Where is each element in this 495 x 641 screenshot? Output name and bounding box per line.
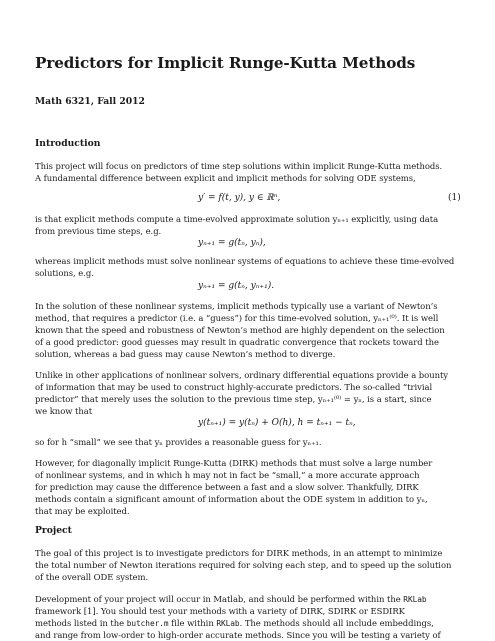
paragraph-line: from previous time steps, e.g. (35, 226, 162, 236)
paragraph-line: framework [1]. You should test your methods with a variety of DIRK, SDIRK or ESDIRK (35, 606, 405, 616)
code-rklab: RKLab (403, 595, 427, 604)
paragraph-line: of information that may be used to construct highly-accurate predictors. The so-called “trivial (35, 382, 433, 392)
equation-number: (1) (448, 193, 461, 203)
equation-1: y′ = f(t, y), y ∈ ℝⁿ, (198, 193, 281, 203)
paragraph-line: for prediction may cause the difference between a fast and a slow solver. Thankfully, DIRK (35, 482, 419, 492)
paragraph-line: that may be exploited. (35, 506, 130, 516)
paragraph-line: Unlike in other applications of nonlinear solvers, ordinary differential equations provide a bounty (35, 370, 449, 380)
paragraph-text: methods listed in the (35, 618, 127, 628)
paragraph-line: known that the speed and robustness of Newton’s method are highly dependent on the selection (35, 325, 445, 335)
paragraph-line: method, that requires a predictor (i.e. a “guess”) for this time-evolved solution, yₙ₊₁⁽⁰⁾. It is well (35, 313, 439, 323)
section-heading-introduction: Introduction (35, 138, 101, 149)
paragraph-line: solutions, e.g. (35, 268, 94, 278)
equation-4: y(tₙ₊₁) = y(tₙ) + O(h), h = tₙ₊₁ − tₙ, (198, 418, 356, 428)
code-butcher: butcher.m (126, 619, 169, 628)
equation-3: yₙ₊₁ = g(tₙ, yₙ₊₁). (198, 281, 275, 291)
paragraph-line: The goal of this project is to investigate predictors for DIRK methods, in an attempt to minimize (35, 548, 443, 558)
paragraph-line: whereas implicit methods must solve nonlinear systems of equations to achieve these time-evolved (35, 256, 455, 266)
paragraph-line: In the solution of these nonlinear systems, implicit methods typically use a variant of Newton’s (35, 301, 438, 311)
paragraph-text: Development of your project will occur in Matlab, and should be performed within the (35, 594, 404, 604)
paragraph-line: A fundamental difference between explicit and implicit methods for solving ODE systems, (35, 173, 416, 183)
paragraph-line: methods contain a significant amount of information about the ODE system in addition to yₙ, (35, 494, 428, 504)
section-heading-project: Project (35, 525, 72, 536)
course-label: Math 6321, Fall 2012 (35, 96, 145, 107)
paragraph-line: the total number of Newton iterations required for solving each step, and to speed up the solution (35, 560, 452, 570)
code-rklab: RKLab (216, 619, 240, 628)
equation-2: yₙ₊₁ = g(tₙ, yₙ), (198, 238, 266, 248)
paragraph-line: is that explicit methods compute a time-evolved approximate solution yₙ₊₁ explicitly, using data (35, 214, 439, 224)
paragraph-text: . The methods should all include embeddings, (239, 618, 434, 628)
paragraph-line: of a good predictor: good guesses may result in quadratic convergence that rockets toward the (35, 337, 439, 347)
paragraph-line: and range from low-order to high-order accurate methods. Since you will be testing a variety of (35, 630, 441, 640)
paragraph-text: file within (168, 618, 217, 628)
paragraph-line: However, for diagonally implicit Runge-Kutta (DIRK) methods that must solve a large number (35, 458, 433, 468)
paragraph-line: so for h “small” we see that yₙ provides a reasonable guess for yₙ₊₁. (35, 437, 322, 447)
paragraph-line: we know that (35, 406, 93, 416)
paragraph-line: predictor” that merely uses the solution to the previous time step, yₙ₊₁⁽⁰⁾ = yₙ, is a start, since (35, 394, 432, 404)
paper-title: Predictors for Implicit Runge-Kutta Methods (35, 54, 416, 72)
paragraph-line: This project will focus on predictors of time step solutions within implicit Runge-Kutta methods. (35, 161, 443, 171)
paragraph-line: of nonlinear systems, and in which h may not in fact be “small,” a more accurate approach (35, 470, 420, 480)
paragraph-line: of the overall ODE system. (35, 572, 149, 582)
paragraph-line: solution, whereas a bad guess may cause Newton’s method to diverge. (35, 349, 336, 359)
